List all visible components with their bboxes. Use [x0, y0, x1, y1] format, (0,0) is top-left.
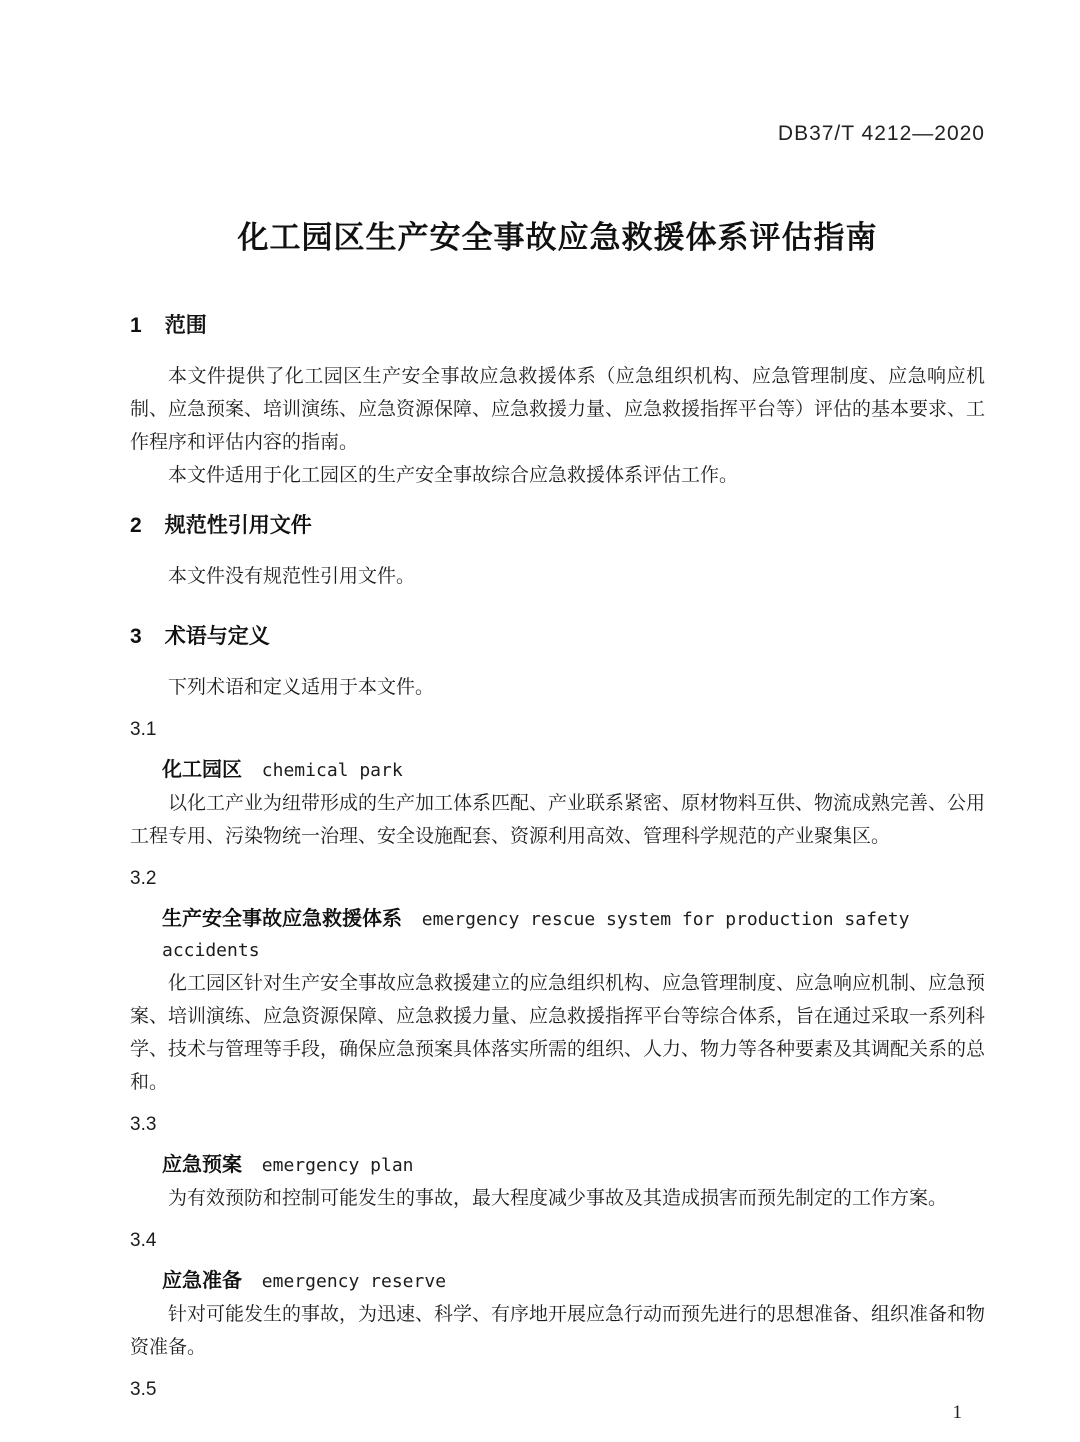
- section-heading-scope: [130, 312, 985, 340]
- section-terms-definitions: [130, 623, 985, 1403]
- term-english: emergency reserve: [261, 1271, 447, 1292]
- term-definition: 为有效预防和控制可能发生的事故，最大程度减少事故及其造成损害而预先制定的工作方案。: [168, 1188, 948, 1209]
- term-definition: 以化工产业为纽带形成的生产加工体系匹配、产业联系紧密、原材物料互供、物流成熟完善、公用工程专用、污染物统一治理、安全设施配套、资源利用高效、管理科学规范的产业聚集区。: [130, 793, 986, 847]
- section-normative-references: [130, 512, 985, 593]
- section-number: 3: [130, 625, 142, 648]
- scope-paragraph-1: 本文件提供了化工园区生产安全事故应急救援体系（应急组织机构、应急管理制度、应急响应机制、应急预案、培训演练、应急资源保障、应急救援力量、应急救援指挥平台等）评估的基本要求、工作程序和评估内容的指南。: [130, 366, 986, 453]
- term-line: [130, 1266, 985, 1298]
- term-clause-3-1: [130, 717, 985, 853]
- term-english: emergency rescue system for production safety accidents: [162, 909, 910, 961]
- term-definition: 化工园区针对生产安全事故应急救援建立的应急组织机构、应急管理制度、应急响应机制、应急预案、培训演练、应急资源保障、应急救援力量、应急救援指挥平台等综合体系，旨在通过采取一系列科学、技术与管理等手段，确保应急预案具体落实所需的组织、人力、物力等各种要素及其调配关系的总和。: [130, 973, 986, 1093]
- term-english: emergency plan: [261, 1155, 414, 1176]
- page-number: 1: [952, 1402, 962, 1423]
- term-chinese: 应急准备: [162, 1270, 242, 1292]
- clause-number: 3.5: [130, 1379, 157, 1400]
- term-line: [130, 755, 985, 787]
- term-definition: 针对可能发生的事故，为迅速、科学、有序地开展应急行动而预先进行的思想准备、组织准备和物资准备。: [130, 1304, 986, 1358]
- term-chinese: 应急预案: [162, 1154, 242, 1176]
- section-heading-references: [130, 512, 985, 540]
- document-title: 化工园区生产安全事故应急救援体系评估指南: [237, 220, 878, 255]
- section-number: 1: [130, 314, 142, 337]
- term-clause-3-3: [130, 1112, 985, 1215]
- term-chinese: 生产安全事故应急救援体系: [162, 908, 402, 930]
- standard-code: DB37/T 4212—2020: [777, 122, 985, 145]
- section-title: 范围: [164, 314, 207, 337]
- clause-number: 3.2: [130, 868, 157, 889]
- section-title: 规范性引用文件: [164, 514, 312, 537]
- scope-paragraph-2: 本文件适用于化工园区的生产安全事故综合应急救援体系评估工作。: [168, 465, 739, 486]
- section-heading-terms: [130, 623, 985, 651]
- term-chinese: 化工园区: [162, 759, 242, 781]
- section-number: 2: [130, 514, 142, 537]
- clause-number: 3.3: [130, 1114, 157, 1135]
- clause-number: 3.4: [130, 1230, 157, 1251]
- term-clause-3-2: [130, 866, 985, 1099]
- references-paragraph: 本文件没有规范性引用文件。: [168, 566, 416, 587]
- term-clause-3-4: [130, 1228, 985, 1364]
- term-clause-3-5: [130, 1377, 985, 1403]
- terms-intro-paragraph: 下列术语和定义适用于本文件。: [168, 677, 435, 698]
- clause-number: 3.1: [130, 719, 157, 740]
- term-english: chemical park: [261, 760, 403, 781]
- term-line: [130, 904, 985, 967]
- section-title: 术语与定义: [164, 625, 270, 648]
- term-line: [130, 1150, 985, 1182]
- section-scope: [130, 312, 985, 492]
